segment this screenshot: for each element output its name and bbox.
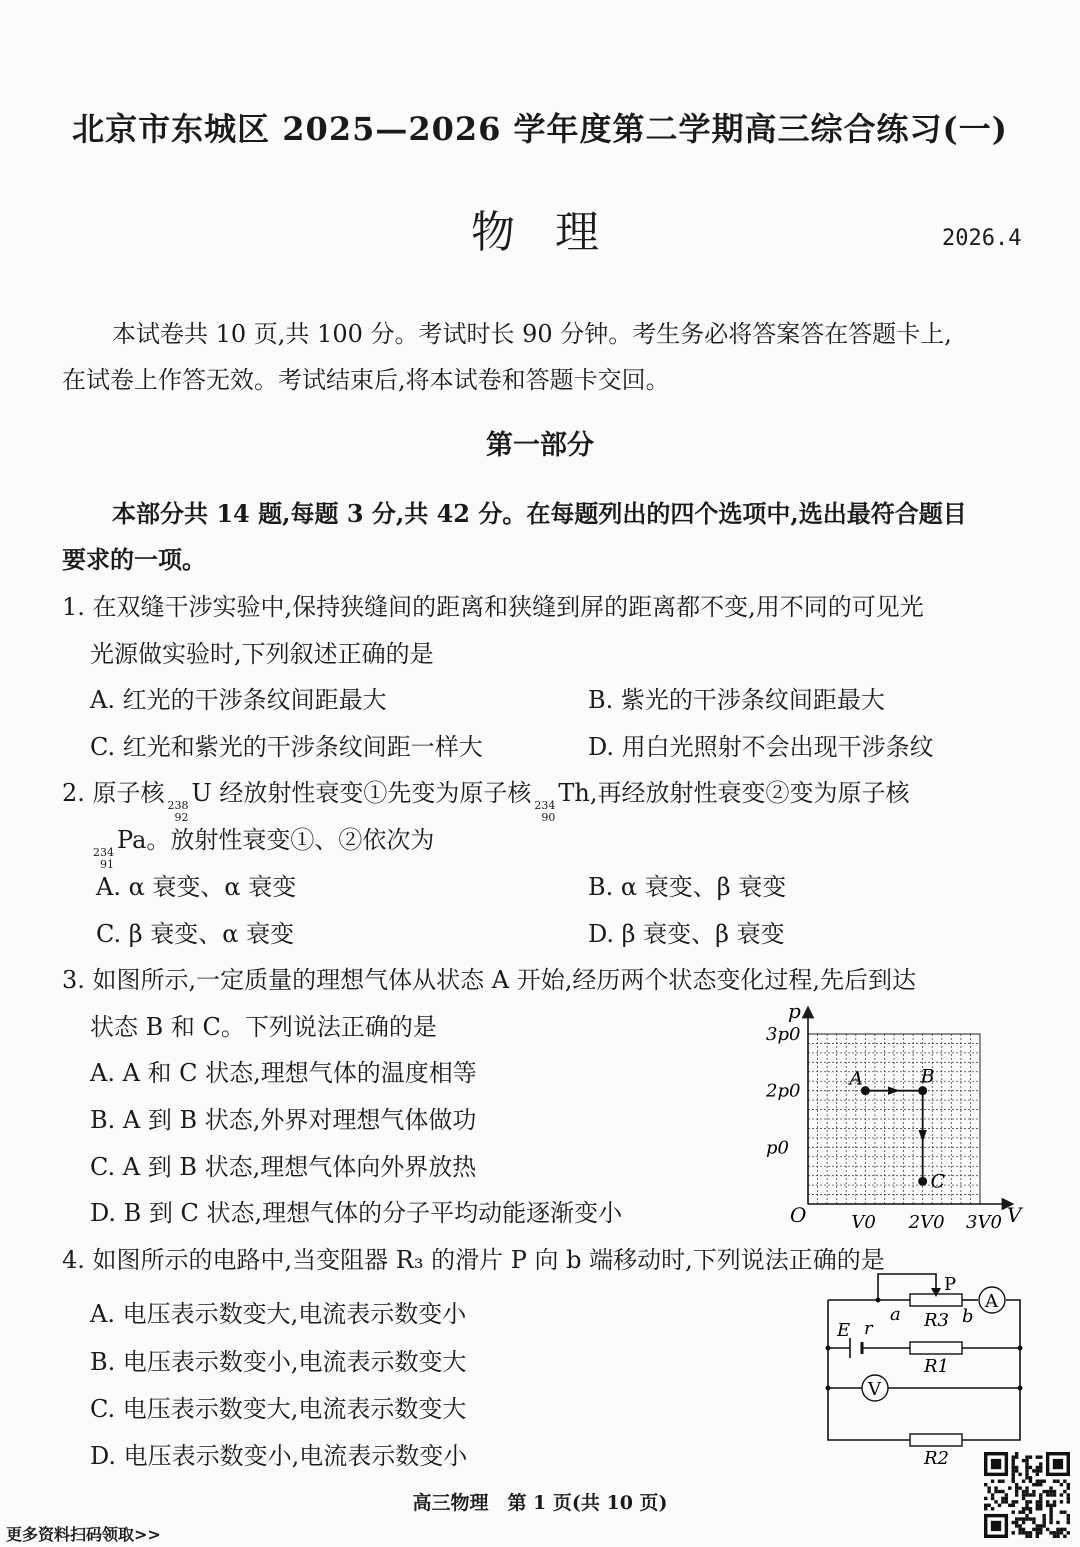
qr-module xyxy=(1032,1521,1035,1524)
v-axis-label: V xyxy=(1007,1203,1022,1227)
qr-module xyxy=(1056,1480,1059,1483)
qr-module xyxy=(1060,1528,1063,1531)
qr-module xyxy=(1036,1535,1039,1538)
slider-label: P xyxy=(944,1274,957,1295)
qr-module xyxy=(1012,1455,1015,1458)
qr-module xyxy=(1015,1517,1018,1520)
qr-module xyxy=(1025,1535,1028,1538)
qr-module xyxy=(1039,1483,1042,1486)
qr-module xyxy=(1036,1469,1039,1472)
qr-module xyxy=(1060,1531,1063,1534)
qr-module xyxy=(1012,1521,1015,1524)
qr-module xyxy=(998,1480,1001,1483)
qr-module xyxy=(1036,1480,1039,1483)
qr-module xyxy=(1039,1462,1042,1465)
process-arrow xyxy=(918,1130,926,1142)
qr-module xyxy=(1025,1473,1028,1476)
q3-option-b: B. A 到 B 状态,外界对理想气体做功 xyxy=(90,1106,477,1134)
pa-nuclide-numbers: 234 91 xyxy=(93,846,114,871)
state-label-b: B xyxy=(920,1065,935,1088)
ammeter-label: A xyxy=(985,1291,998,1312)
qr-module xyxy=(1039,1480,1042,1483)
qr-module xyxy=(1042,1521,1045,1524)
qr-module xyxy=(1015,1455,1018,1458)
q2-stem-2: 234 91 Pa。放射性衰变①、②依次为 xyxy=(93,826,435,871)
qr-module xyxy=(1025,1459,1028,1462)
qr-module xyxy=(1053,1531,1056,1534)
qr-module xyxy=(1063,1535,1066,1538)
q3-stem-2: 状态 B 和 C。下列说法正确的是 xyxy=(90,1013,437,1041)
qr-module xyxy=(1022,1459,1025,1462)
qr-module xyxy=(1018,1524,1021,1527)
x-tick-label: 2V0 xyxy=(908,1212,945,1233)
qr-finder xyxy=(1053,1459,1063,1469)
state-points xyxy=(847,1066,945,1193)
qr-module xyxy=(1067,1531,1070,1534)
q4-stem: 4. 如图所示的电路中,当变阻器 R₃ 的滑片 P 向 b 端移动时,下列说法正确的是 xyxy=(62,1246,885,1274)
q3-option-a: A. A 和 C 状态,理想气体的温度相等 xyxy=(90,1059,477,1087)
q2-option-c: C. β 衰变、α 衰变 xyxy=(96,920,295,948)
qr-module xyxy=(1012,1459,1015,1462)
y-tick-label: 3p0 xyxy=(766,1024,801,1045)
emf-label: E xyxy=(837,1320,851,1341)
qr-module xyxy=(1022,1517,1025,1520)
page-footer: 高三物理 第 1 页(共 10 页) xyxy=(412,1492,668,1514)
q2-stem-1: 2. 原子核 238 92 U 经放射性衰变①先变为原子核 234 90 Th,再经放射性衰变②变为原子核 xyxy=(62,779,910,824)
qr-module xyxy=(1029,1455,1032,1458)
qr-module xyxy=(1029,1531,1032,1534)
q3-option-d: D. B 到 C 状态,理想气体的分子平均动能逐渐变小 xyxy=(90,1199,623,1227)
slider-wire xyxy=(878,1274,936,1300)
instructions-line-2: 在试卷上作答无效。考试结束后,将本试卷和答题卡交回。 xyxy=(62,366,670,394)
qr-module xyxy=(1029,1517,1032,1520)
q3-option-c: C. A 到 B 状态,理想气体向外界放热 xyxy=(90,1153,477,1181)
q4-option-d: D. 电压表示数变小,电流表示数变小 xyxy=(90,1442,468,1470)
r3-label: R3 xyxy=(924,1310,950,1331)
qr-module xyxy=(1032,1483,1035,1486)
qr-module xyxy=(1036,1531,1039,1534)
pv-graph xyxy=(760,1000,1050,1240)
qr-module xyxy=(1036,1528,1039,1531)
exam-date: 2026.4 xyxy=(942,226,1022,251)
qr-module xyxy=(1018,1528,1021,1531)
qr-module xyxy=(1022,1521,1025,1524)
qr-module xyxy=(1015,1521,1018,1524)
q1-option-c: C. 红光和紫光的干涉条纹间距一样大 xyxy=(90,733,483,761)
qr-module xyxy=(1032,1469,1035,1472)
q3-stem-1: 3. 如图所示,一定质量的理想气体从状态 A 开始,经历两个状态变化过程,先后到达 xyxy=(62,966,917,994)
terminal-a-label: a xyxy=(890,1304,901,1325)
qr-module xyxy=(1042,1524,1045,1527)
qr-module xyxy=(1039,1466,1042,1469)
qr-module xyxy=(1029,1476,1032,1479)
graph-grid xyxy=(808,1034,980,1204)
qr-module xyxy=(1049,1521,1052,1524)
qr-module xyxy=(1015,1469,1018,1472)
q1-option-d: D. 用白光照射不会出现干涉条纹 xyxy=(588,733,934,761)
instructions-line-1: 本试卷共 10 页,共 100 分。考试时长 90 分钟。考生务必将答案答在答题卡上, xyxy=(112,320,952,348)
qr-module xyxy=(1036,1466,1039,1469)
qr-module xyxy=(1022,1531,1025,1534)
qr-module xyxy=(1036,1473,1039,1476)
y-tick-labels xyxy=(765,1024,800,1158)
qr-module xyxy=(1056,1535,1059,1538)
q2-option-a: A. α 衰变、α 衰变 xyxy=(96,873,297,901)
qr-module xyxy=(1001,1480,1004,1483)
state-label-a: A xyxy=(849,1067,864,1090)
section-desc-1: 本部分共 14 题,每题 3 分,共 42 分。在每题列出的四个选项中,选出最符合题目 xyxy=(112,499,967,528)
qr-module xyxy=(1067,1483,1070,1486)
qr-module xyxy=(1067,1517,1070,1520)
circuit-diagram xyxy=(820,1268,1040,1473)
qr-module xyxy=(1056,1521,1059,1524)
p-axis-label: p xyxy=(788,1000,801,1023)
q1-option-b: B. 紫光的干涉条纹间距最大 xyxy=(588,686,885,714)
qr-module xyxy=(1046,1528,1049,1531)
qr-module xyxy=(1025,1476,1028,1479)
qr-module xyxy=(1036,1483,1039,1486)
state-point-c xyxy=(918,1177,927,1186)
qr-module xyxy=(1039,1455,1042,1458)
section-desc-2: 要求的一项。 xyxy=(62,545,206,574)
q2-option-d: D. β 衰变、β 衰变 xyxy=(588,920,785,948)
qr-module xyxy=(1025,1466,1028,1469)
internal-r-label: r xyxy=(864,1318,873,1339)
r1-label: R1 xyxy=(924,1356,950,1377)
qr-module xyxy=(1018,1473,1021,1476)
qr-module xyxy=(1063,1528,1066,1531)
qr-module xyxy=(1029,1480,1032,1483)
qr-finder xyxy=(991,1459,1001,1469)
qr-module xyxy=(1025,1462,1028,1465)
qr-module xyxy=(1036,1524,1039,1527)
qr-module xyxy=(1039,1469,1042,1472)
qr-module xyxy=(1025,1531,1028,1534)
slider-arrow xyxy=(931,1288,941,1297)
x-tick-label: V0 xyxy=(851,1212,876,1233)
qr-module xyxy=(1053,1480,1056,1483)
qr-module xyxy=(1056,1531,1059,1534)
qr-module xyxy=(1063,1480,1066,1483)
q4-option-b: B. 电压表示数变小,电流表示数变大 xyxy=(90,1348,467,1376)
qr-module xyxy=(1025,1455,1028,1458)
x-tick-label: 3V0 xyxy=(966,1212,1002,1233)
qr-module xyxy=(984,1483,987,1486)
r2-label: R2 xyxy=(924,1448,950,1469)
qr-module xyxy=(1012,1462,1015,1465)
qr-module xyxy=(1039,1524,1042,1527)
qr-module xyxy=(1036,1455,1039,1458)
x-tick-labels xyxy=(851,1212,1002,1233)
th-nuclide-numbers: 234 90 xyxy=(534,799,556,824)
q1-stem-1: 1. 在双缝干涉实验中,保持狭缝间的距离和狭缝到屏的距离都不变,用不同的可见光 xyxy=(62,593,924,621)
qr-module xyxy=(1049,1517,1052,1520)
u-nuclide-numbers: 238 92 xyxy=(167,799,189,824)
q1-stem-2: 光源做实验时,下列叙述正确的是 xyxy=(90,640,434,668)
qr-module xyxy=(1012,1531,1015,1534)
qr-module xyxy=(1049,1531,1052,1534)
qr-module xyxy=(1022,1528,1025,1531)
qr-module xyxy=(1012,1476,1015,1479)
y-tick-label: p0 xyxy=(766,1137,789,1159)
qr-module xyxy=(1022,1480,1025,1483)
qr-module xyxy=(1029,1466,1032,1469)
qr-module xyxy=(1015,1452,1018,1455)
section-title: 第一部分 xyxy=(486,430,594,461)
qr-module xyxy=(1012,1466,1015,1469)
qr-module xyxy=(1012,1480,1015,1483)
qr-module xyxy=(1053,1535,1056,1538)
qr-module xyxy=(1042,1517,1045,1520)
qr-module xyxy=(1018,1531,1021,1534)
corner-promo-text: 更多资料扫码领取>> xyxy=(6,1525,161,1544)
qr-module xyxy=(1060,1483,1063,1486)
y-tick-label: 2p0 xyxy=(766,1080,801,1102)
qr-module xyxy=(991,1480,994,1483)
terminal-b-label: b xyxy=(962,1306,974,1327)
qr-module xyxy=(1056,1528,1059,1531)
qr-module xyxy=(1012,1473,1015,1476)
qr-module xyxy=(1012,1469,1015,1472)
qr-module xyxy=(1015,1466,1018,1469)
qr-module xyxy=(1032,1528,1035,1531)
qr-module xyxy=(1042,1480,1045,1483)
resistor-r1 xyxy=(910,1342,962,1354)
qr-module xyxy=(1015,1483,1018,1486)
voltmeter-label: V xyxy=(868,1379,881,1400)
qr-module xyxy=(1015,1524,1018,1527)
origin-label: O xyxy=(790,1203,807,1227)
qr-module xyxy=(1025,1517,1028,1520)
q4-option-c: C. 电压表示数变大,电流表示数变大 xyxy=(90,1395,467,1423)
q4-option-a: A. 电压表示数变大,电流表示数变小 xyxy=(90,1300,467,1328)
qr-module xyxy=(1029,1535,1032,1538)
q2-option-b: B. α 衰变、β 衰变 xyxy=(588,873,787,901)
qr-module xyxy=(1039,1531,1042,1534)
qr-module xyxy=(1032,1517,1035,1520)
qr-module xyxy=(1025,1469,1028,1472)
exam-title: 北京市东城区 2025—2026 学年度第二学期高三综合练习(一) xyxy=(72,110,1008,148)
q1-option-a: A. 红光的干涉条纹间距最大 xyxy=(90,686,387,714)
qr-module xyxy=(1039,1528,1042,1531)
resistor-r2 xyxy=(910,1434,962,1446)
state-label-c: C xyxy=(930,1170,946,1193)
qr-module xyxy=(1067,1521,1070,1524)
qr-finder xyxy=(991,1521,1001,1531)
qr-module xyxy=(1018,1517,1021,1520)
subject-title: 物理 xyxy=(471,207,639,258)
